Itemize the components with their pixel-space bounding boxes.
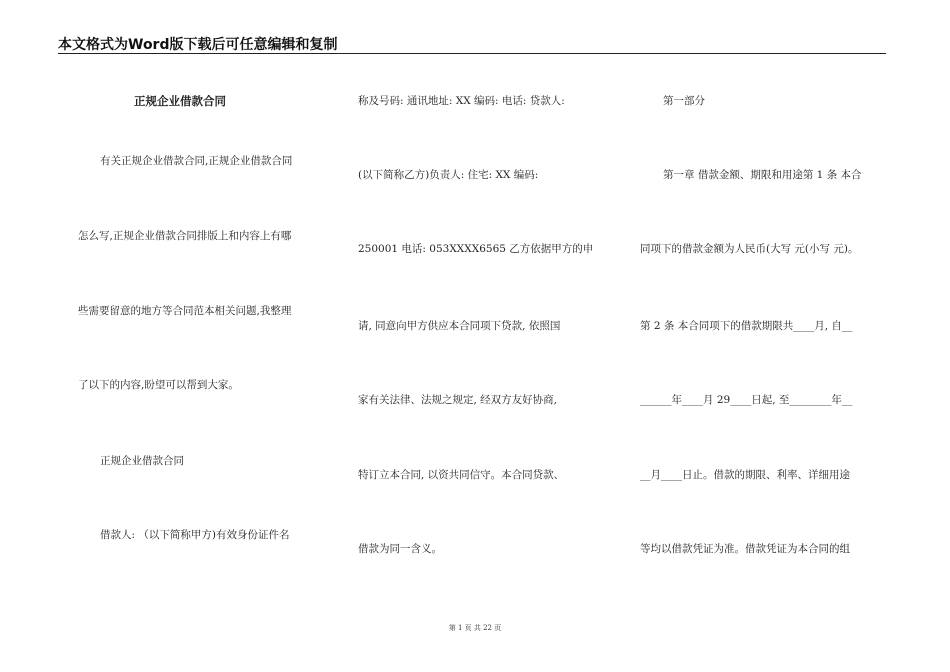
section-heading: 正规企业借款合同 [100,455,184,467]
contract-title: 正规企业借款合同 [134,94,226,108]
text-line: 特订立本合同, 以资共同信守。本合同贷款、 [358,469,565,481]
text-line: 等均以借款凭证为准。借款凭证为本合同的组 [640,543,850,555]
section-heading: 第一部分 [663,95,705,107]
text-line: __月____日止。借款的期限、利率、详细用途 [640,469,850,481]
text-line: 称及号码: 通讯地址: XX 编码: 电话: 贷款人: [358,95,565,107]
document-header-title: 本文格式为Word版下载后可任意编辑和复制 [58,37,338,53]
text-line: 家有关法律、法规之规定, 经双方友好协商, [358,394,558,406]
text-line: 借款为同一含义。 [358,543,442,555]
text-line: 怎么写,正规企业借款合同排版上和内容上有哪 [78,230,292,242]
text-line: 些需要留意的地方等合同范本相关问题,我整理 [78,305,292,317]
header-divider [58,53,886,54]
text-line: 同项下的借款金额为人民币(大写 元(小写 元)。 [640,243,859,255]
text-line: 第 2 条 本合同项下的借款期限共____月, 自__ [640,320,853,332]
text-line: 借款人: （以下简称甲方)有效身份证件名 [100,529,290,541]
text-line: (以下简称乙方)负责人: 住宅: XX 编码: [358,169,539,181]
text-line: ______年____月 29____日起, 至________年__ [640,394,853,406]
text-line: 第一章 借款金额、期限和用途第 1 条 本合 [663,169,862,181]
page-number: 第 1 页 共 22 页 [448,624,502,632]
text-line: 有关正规企业借款合同,正规企业借款合同 [100,155,293,167]
text-line: 了以下的内容,盼望可以帮到大家。 [78,379,239,391]
text-line: 请, 同意向甲方供应本合同项下贷款, 依照国 [358,320,561,332]
text-line: 250001 电话: 053XXXX6565 乙方依据甲方的申 [358,243,594,255]
